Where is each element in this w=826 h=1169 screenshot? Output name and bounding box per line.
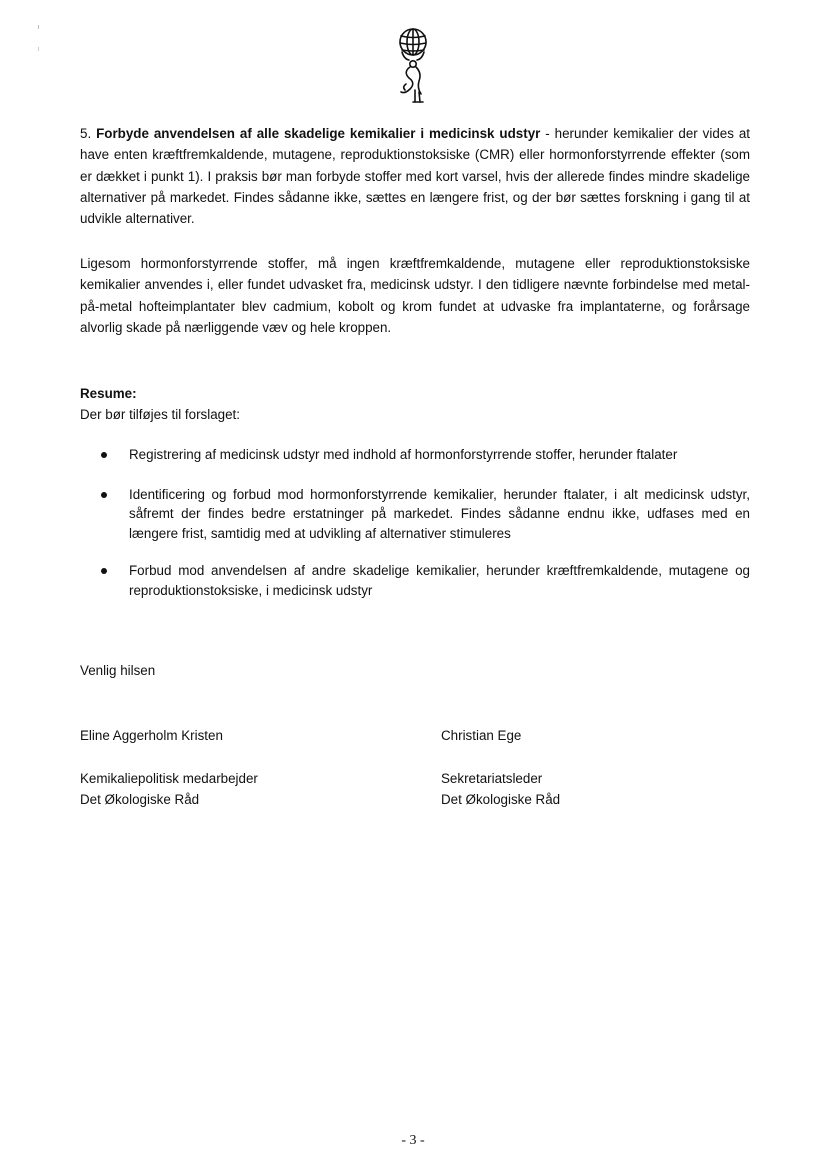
resume-intro: Der bør tilføjes til forslaget: bbox=[80, 407, 240, 423]
bullet-text: Identificering og forbud mod hormonforstyrrende kemikalier, herunder ftalater, i alt medicinsk udstyr, såfremt der findes bedre erstatninger på markedet. Findes sådanne endnu ikke, udfases med en længere frist, samtidig med at udvikling af alternativer stimuleres bbox=[129, 486, 750, 541]
resume-section bbox=[80, 383, 750, 426]
point-title: Forbyde anvendelsen af alle skadelige kemikalier i medicinsk udstyr bbox=[96, 126, 541, 141]
bullet-icon bbox=[101, 492, 107, 498]
closing-greeting: Venlig hilsen bbox=[80, 663, 156, 678]
resume-bullet-list bbox=[80, 445, 750, 619]
signatory-organization: Det Økologiske Råd bbox=[441, 791, 561, 807]
list-item bbox=[80, 561, 750, 600]
bullet-text: Forbud mod anvendelsen af andre skadelige kemikalier, herunder kræftfremkaldende, mutagene og reproduktionstoksiske, i medicinsk udstyr bbox=[129, 563, 750, 598]
page-number: - 3 - bbox=[401, 1133, 425, 1148]
resume-heading: Resume: bbox=[80, 386, 137, 401]
signatory-title: Kemikaliepolitisk medarbejder bbox=[80, 771, 258, 786]
bullet-text: Registrering af medicinsk udstyr med indhold af hormonforstyrrende stoffer, herunder ftalater bbox=[129, 447, 678, 462]
signatory-details bbox=[441, 769, 560, 810]
scan-margin-mark bbox=[37, 25, 40, 55]
signatory-name: Eline Aggerholm Kristen bbox=[80, 728, 223, 743]
paragraph-point-5 bbox=[80, 123, 750, 229]
paragraph-cmr: Ligesom hormonforstyrrende stoffer, må ingen kræftfremkaldende, mutagene eller reproduktionstoksiske kemikalier anvendes i, eller fundet udvasket fra, medicinsk udstyr. I den tidligere nævnte forbindelse med metal-på-metal hofteimplantater blev cadmium, kobolt og krom fundet at udvaske fra implantaterne, og forårsage alvorlig skade på nærliggende væv og hele kroppen. bbox=[80, 256, 750, 335]
signatory-organization: Det Økologiske Råd bbox=[80, 791, 200, 807]
signatory-name: Christian Ege bbox=[441, 728, 522, 743]
bullet-icon bbox=[101, 452, 107, 458]
bullet-icon bbox=[101, 568, 107, 574]
point-number: 5. bbox=[80, 126, 97, 141]
signatory-details bbox=[80, 769, 258, 810]
list-item bbox=[80, 445, 750, 465]
point-body: - herunder kemikalier der vides at have enten kræftfremkaldende, mutagene, reproduktionstoksiske (CMR) eller hormonforstyrrende effekter (som er dækket i punkt 1). I praksis bør man forbyde stoffer med kort varsel, hvis der allerede findes mindre skadelige alternativer på markedet. Findes sådanne ikke, sættes en længere frist, og der bør sættes forskning i gang til at udvikle alternativer. bbox=[80, 126, 751, 227]
globe-atlas-figure-icon bbox=[388, 26, 438, 104]
signatory-title: Sekretariatsleder bbox=[441, 771, 543, 786]
list-item bbox=[80, 485, 750, 544]
